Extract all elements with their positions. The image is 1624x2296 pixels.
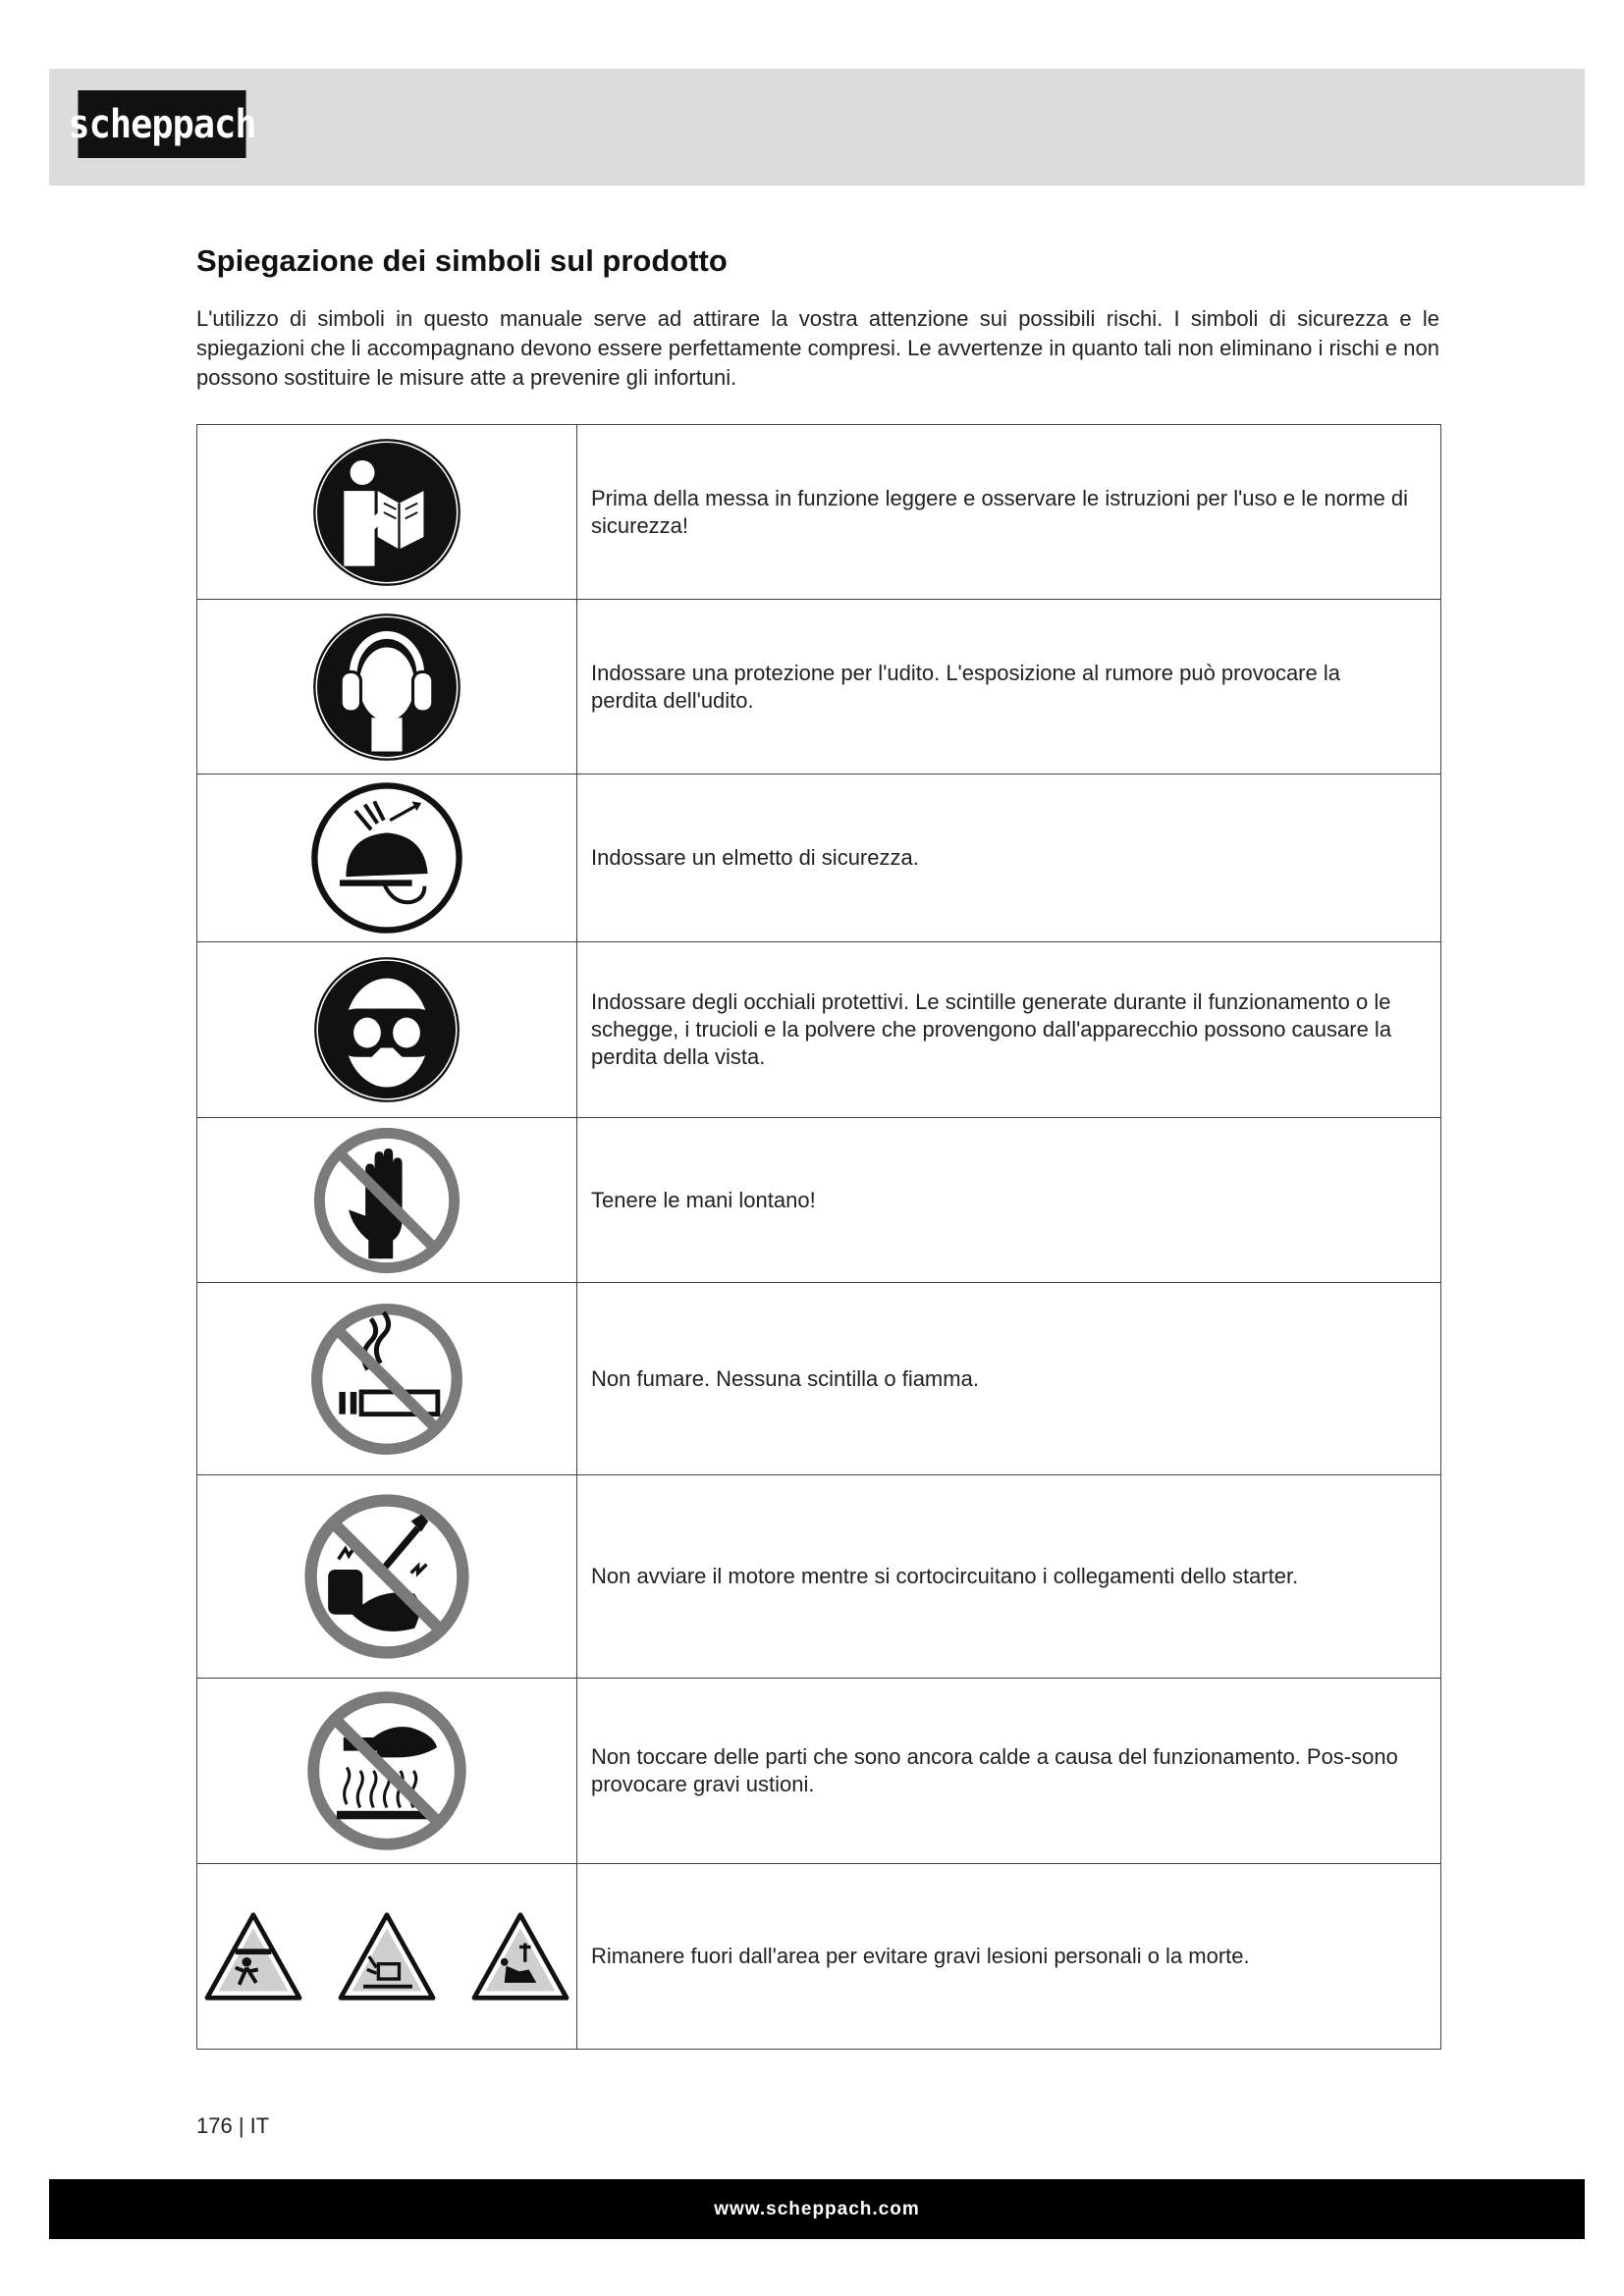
symbol-description: Non fumare. Nessuna scintilla o fiamma. <box>577 1283 1441 1475</box>
footer-band <box>49 2179 1585 2239</box>
symbol-row <box>197 774 1441 942</box>
symbol-row <box>197 1118 1441 1283</box>
falling-object-hazard-warning-icon <box>468 1909 572 2003</box>
symbol-description: Prima della messa in funzione leggere e osservare le istruzioni per l'uso e le norme di sicurezza! <box>577 425 1441 600</box>
symbol-row <box>197 1864 1441 2050</box>
read-manual-icon <box>310 436 463 589</box>
symbol-row <box>197 1475 1441 1679</box>
danger-area-warning-icons <box>197 1909 576 2003</box>
page-number: 176 | IT <box>196 2113 270 2138</box>
symbol-description: Non toccare delle parti che sono ancora calde a causa del funzionamento. Pos-sono provocare gravi ustioni. <box>577 1679 1441 1864</box>
symbol-icon-cell <box>197 600 577 774</box>
no-short-circuit-starter-icon <box>300 1490 473 1663</box>
safety-goggles-icon <box>311 954 462 1105</box>
symbol-description: Tenere le mani lontano! <box>577 1118 1441 1283</box>
scheppach-logo: scheppach <box>78 90 245 158</box>
symbol-description: Indossare un elmetto di sicurezza. <box>577 774 1441 942</box>
symbol-icon-cell <box>197 942 577 1118</box>
symbols-table <box>196 424 1441 2050</box>
symbol-icon-cell <box>197 1475 577 1679</box>
symbol-row <box>197 425 1441 600</box>
symbol-description: Indossare degli occhiali protettivi. Le scintille generate durante il funzionamento o le schegge, i trucioli e la polvere che provengono dall'apparecchio possono causare la perdita della vista. <box>577 942 1441 1118</box>
crush-hazard-warning-icon <box>201 1909 305 2003</box>
footer-url-link[interactable]: www.scheppach.com <box>714 2198 920 2219</box>
symbol-row <box>197 1679 1441 1864</box>
safety-helmet-icon <box>308 779 465 936</box>
symbol-icon-cell <box>197 1283 577 1475</box>
symbol-icon-cell <box>197 425 577 600</box>
symbol-icon-cell <box>197 1864 577 2050</box>
symbol-description: Non avviare il motore mentre si cortocircuitano i collegamenti dello starter. <box>577 1475 1441 1679</box>
symbol-description: Rimanere fuori dall'area per evitare gravi lesioni personali o la morte. <box>577 1864 1441 2050</box>
no-touch-hot-surface-icon <box>303 1687 470 1854</box>
header-band <box>49 69 1585 186</box>
symbol-icon-cell <box>197 1679 577 1864</box>
no-hands-icon <box>310 1124 463 1277</box>
intro-paragraph: L'utilizzo di simboli in questo manuale serve ad attirare la vostra attenzione sui possibili rischi. I simboli di sicurezza e le spiegazioni che li accompagnano devono essere perfettamente compresi. Le avvertenze in quanto tali non eliminano i rischi e non possono sostituire le misure atte a prevenire gli infortuni. <box>196 306 1439 390</box>
symbol-icon-cell <box>197 1118 577 1283</box>
no-smoking-icon <box>307 1300 466 1459</box>
symbol-row <box>197 1283 1441 1475</box>
symbol-icon-cell <box>197 774 577 942</box>
page-title: Spiegazione dei simboli sul prodotto <box>196 243 728 278</box>
symbol-row <box>197 600 1441 774</box>
symbol-description: Indossare una protezione per l'udito. L'esposizione al rumore può provocare la perdita dell'udito. <box>577 600 1441 774</box>
ear-protection-icon <box>310 611 463 764</box>
symbol-row <box>197 942 1441 1118</box>
entanglement-hazard-warning-icon <box>335 1909 439 2003</box>
